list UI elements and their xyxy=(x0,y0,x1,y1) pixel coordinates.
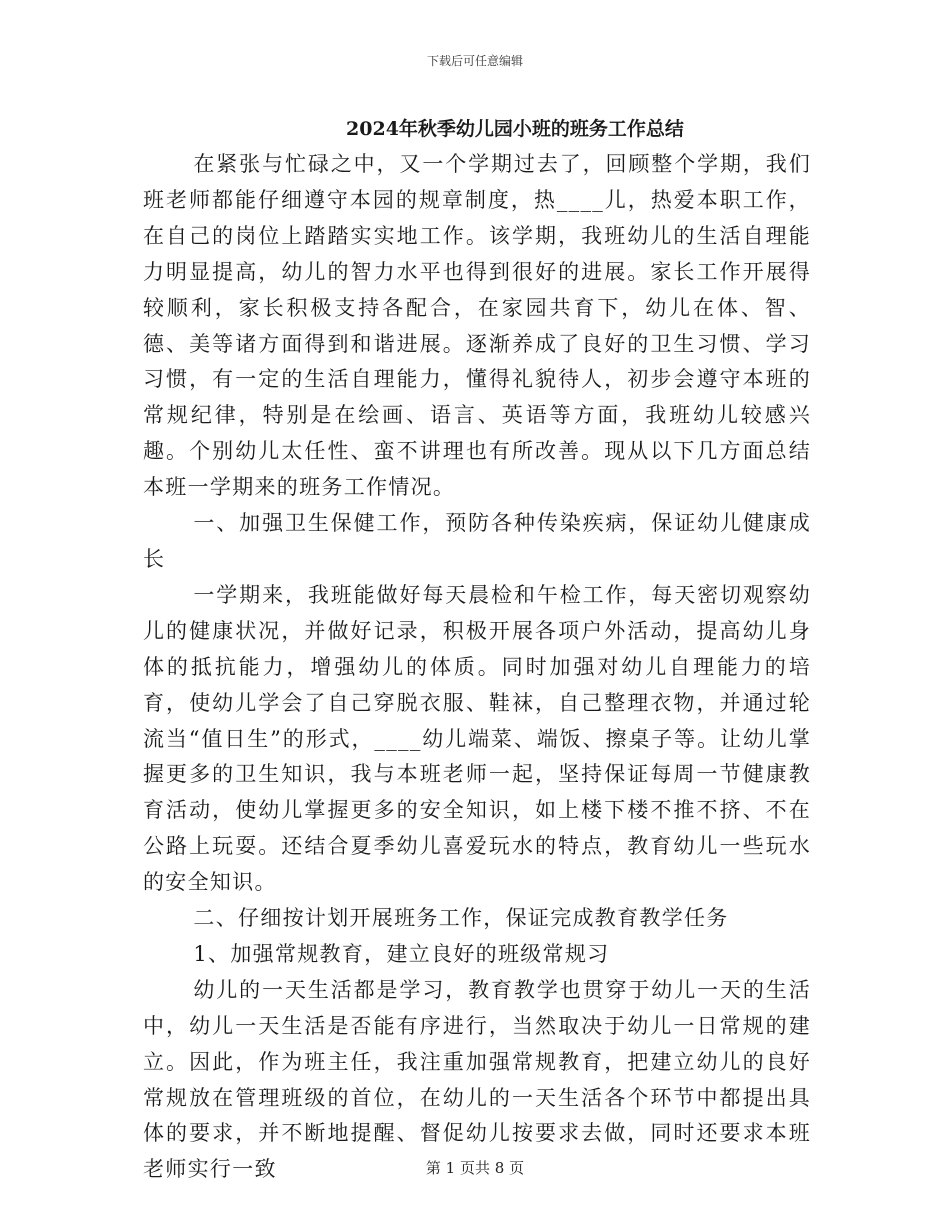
document-body xyxy=(143,147,811,1188)
header-note: 下载后可任意编辑 xyxy=(426,54,523,68)
document-title: 2024年秋季幼儿园小班的班务工作总结 xyxy=(346,118,684,140)
paragraph-health: 一学期来，我班能做好每天晨检和午检工作，每天密切观察幼儿的健康状况，并做好记录，积极开展各项户外活动，提高幼儿身体的抵抗能力，增强幼儿的体质。同时加强对幼儿自理能力的培育，使幼儿学会了自己穿脱衣服、鞋袜，自己整理衣物，并通过轮流当“值日生”的形式，____幼儿端菜、端饭、擦桌子等。让幼儿掌握更多的卫生知识，我与本班老师一起，坚持保证每周一节健康教育活动，使幼儿掌握更多的安全知识，如上楼下楼不推不挤、不在公路上玩耍。还结合夏季幼儿喜爱玩水的特点，教育幼儿一些玩水的安全知识。 xyxy=(143,582,811,895)
page-number-footer: 第 1 页共 8 页 xyxy=(425,1159,525,1177)
section-heading-health: 一、加强卫生保健工作，预防各种传染疾病，保证幼儿健康成长 xyxy=(143,511,811,571)
subheading-routine: 1、加强常规教育，建立良好的班级常规习 xyxy=(193,941,610,966)
paragraph-intro: 在紧张与忙碌之中，又一个学期过去了，回顾整个学期，我们班老师都能仔细遵守本园的规章制度，热____儿，热爱本职工作，在自己的岗位上踏踏实实地工作。该学期，我班幼儿的生活自理能力明显提高，幼儿的智力水平也得到很好的进展。家长工作开展得较顺利，家长积极支持各配合，在家园共育下，幼儿在体、智、德、美等诸方面得到和谐进展。逐渐养成了良好的卫生习惯、学习习惯，有一定的生活自理能力，懂得礼貌待人，初步会遵守本班的常规纪律，特别是在绘画、语言、英语等方面，我班幼儿较感兴趣。个别幼儿太任性、蛮不讲理也有所改善。现从以下几方面总结本班一学期来的班务工作情况。 xyxy=(143,152,811,500)
section-heading-teaching: 二、仔细按计划开展班务工作，保证完成教育教学任务 xyxy=(193,906,729,931)
paragraph-routine: 幼儿的一天生活都是学习，教育教学也贯穿于幼儿一天的生活中，幼儿一天生活是否能有序进行，当然取决于幼儿一日常规的建立。因此，作为班主任，我注重加强常规教育，把建立幼儿的良好常规放在管理班级的首位，在幼儿的一天生活各个环节中都提出具体的要求，并不断地提醒、督促幼儿按要求去做，同时还要求本班老师实行一致 xyxy=(143,977,811,1182)
